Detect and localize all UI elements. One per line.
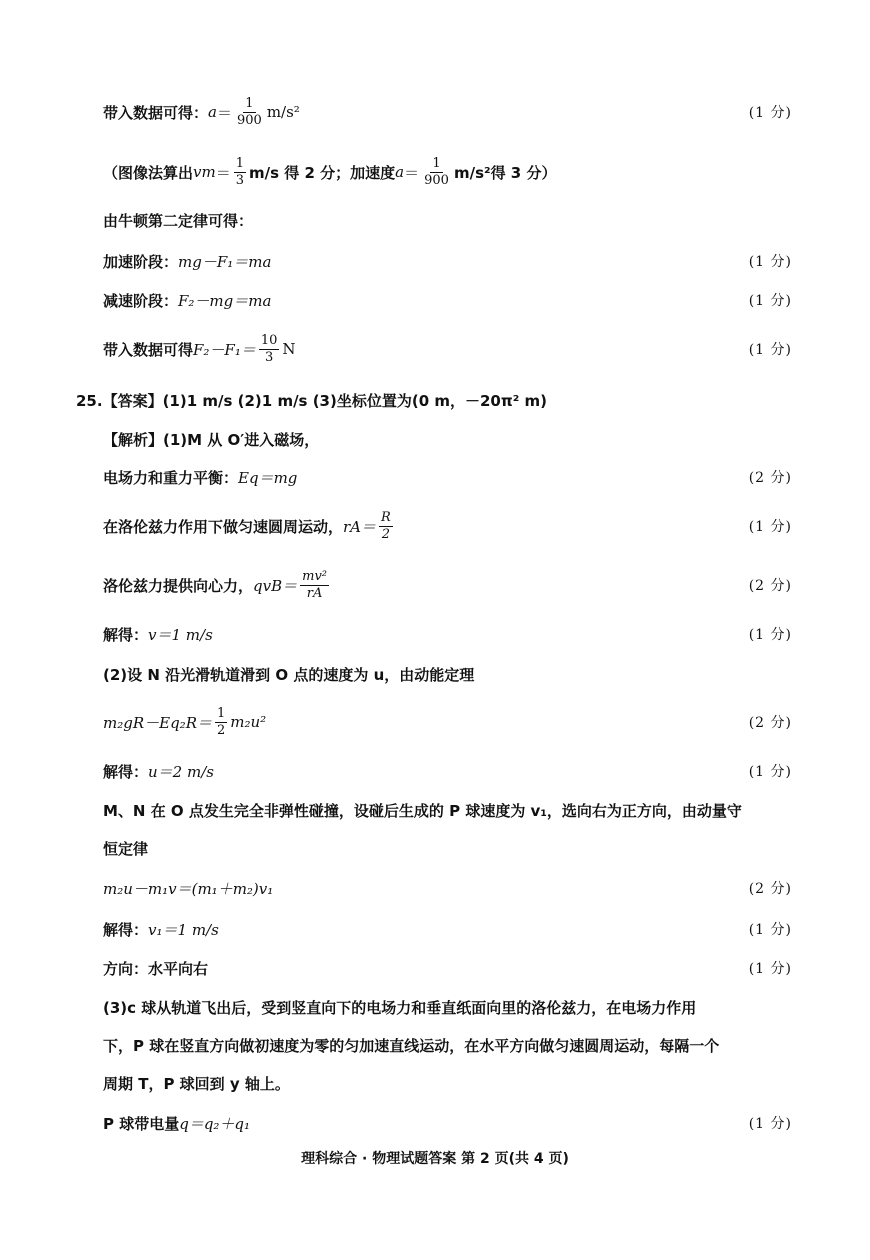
line-acceleration-phase [103,246,792,276]
line-solve-v [103,619,792,649]
text: 在洛伦兹力作用下做匀速圆周运动， [103,517,344,536]
denominator: rA [306,585,323,601]
var-a: a [395,163,405,181]
score: (1 分) [748,627,792,643]
denominator: 3 [264,349,274,365]
equation: q＝q₂＋q₁ [179,1114,251,1133]
unit: N [282,340,296,358]
equation: F₂－mg＝ma [178,291,272,310]
equals: ＝ [216,103,232,122]
paragraph-collision [103,792,792,868]
text: 带入数据可得 [103,340,194,359]
denominator: 3 [235,172,245,188]
numerator: 1 [432,155,441,171]
line-solve-v1 [103,914,792,944]
equation: rA＝ [343,517,377,536]
text: 电场力和重力平衡： [103,468,239,487]
line-momentum [103,873,792,903]
line-force-difference [103,334,792,364]
fraction [235,96,264,129]
var-vm: vm [193,163,216,181]
unit: m/s² [266,103,300,121]
text: 由牛顿第二定律可得： [103,211,254,230]
line-newton-second-law [103,205,792,235]
line-part2-intro [103,659,792,689]
fraction [422,156,451,189]
line-substitute-a [103,97,792,127]
line-force-balance [103,462,792,492]
text: 方向：水平向右 [103,959,209,978]
equation: F₂－F₁＝ [193,340,256,359]
fraction [300,569,329,602]
equation: m₂gR－Eq₂R＝ [103,713,212,732]
numerator: 1 [217,705,226,721]
denominator: 900 [424,172,449,188]
score: (1 分) [748,922,792,938]
equation: v₁＝1 m/s [148,920,219,939]
text: M、N 在 O 点发生完全非弹性碰撞，设碰后生成的 P 球速度为 v₁，选向右为正方向，由动量守 [103,802,742,820]
fraction [215,706,227,739]
text: 洛伦兹力提供向心力， [103,576,254,595]
text: m/s 得 2 分；加速度 [249,163,396,182]
line-energy-theorem [103,707,792,737]
line-solve-u [103,756,792,786]
line-circular-motion [103,511,792,541]
text: P 球带电量 [103,1114,180,1133]
equation-end: m₂u² [230,713,267,731]
equation: m₂u－m₁v＝(m₁＋m₂)v₁ [103,879,274,898]
equation: qvB＝ [253,576,298,595]
equation: mg－F₁＝ma [178,252,272,271]
text: （图像法算出 [103,163,194,182]
denominator: 2 [217,722,226,738]
fraction [234,156,246,189]
text: 周期 T，P 球回到 y 轴上。 [103,1075,290,1093]
score: (1 分) [748,764,792,780]
text: 加速阶段： [103,252,179,271]
score: (1 分) [748,254,792,270]
denominator: 900 [236,112,262,128]
text: 减速阶段： [103,291,179,310]
score: (2 分) [748,881,792,897]
score: (1 分) [748,342,792,358]
equation: v＝1 m/s [148,625,213,644]
numerator: 10 [260,332,278,348]
line-charge [103,1108,792,1138]
page-footer: 理科综合 · 物理试题答案 第 2 页(共 4 页) [301,1151,569,1167]
numerator: 1 [235,155,245,171]
text: 恒定律 [103,840,149,858]
text: 解得： [103,625,149,644]
text: m/s²得 3 分） [453,163,557,182]
denominator: 2 [381,526,391,542]
score: (1 分) [748,961,792,977]
numerator: R [381,509,391,525]
text: (3)c 球从轨道飞出后，受到竖直向下的电场力和垂直纸面向里的洛伦兹力，在电场力作用 [103,999,697,1017]
score: (2 分) [748,470,792,486]
line-direction [103,953,792,983]
equation: Eq＝mg [238,468,298,487]
text: 25.【答案】(1)1 m/s (2)1 m/s (3)坐标位置为(0 m，－20π² m) [76,391,548,410]
score: (2 分) [748,715,792,731]
text: 解得： [103,762,149,781]
equals: ＝ [404,163,420,182]
score: (1 分) [748,293,792,309]
text: 【解析】(1)M 从 O′进入磁场， [103,430,320,449]
fraction [259,333,280,366]
numerator: 1 [245,95,254,111]
text: 解得： [103,920,149,939]
var-a: a [208,103,217,121]
line-deceleration-phase [103,285,792,315]
score: (1 分) [748,1116,792,1132]
numerator: mv² [302,568,328,584]
text: 下，P 球在竖直方向做初速度为零的匀加速直线运动，在水平方向做匀速圆周运动，每隔一个 [103,1037,720,1055]
fraction [379,510,393,543]
q25-answer [76,385,792,415]
text: (2)设 N 沿光滑轨道滑到 O 点的速度为 u，由动能定理 [103,665,475,684]
line-graph-method [103,157,792,187]
score: (1 分) [748,105,792,121]
score: (1 分) [748,519,792,535]
text: 带入数据可得： [103,103,209,122]
score: (2 分) [748,578,792,594]
equation: u＝2 m/s [148,762,214,781]
q25-analysis [103,424,792,454]
line-centripetal-force [103,570,792,600]
equals: ＝ [215,163,231,182]
paragraph-part3 [103,989,792,1103]
